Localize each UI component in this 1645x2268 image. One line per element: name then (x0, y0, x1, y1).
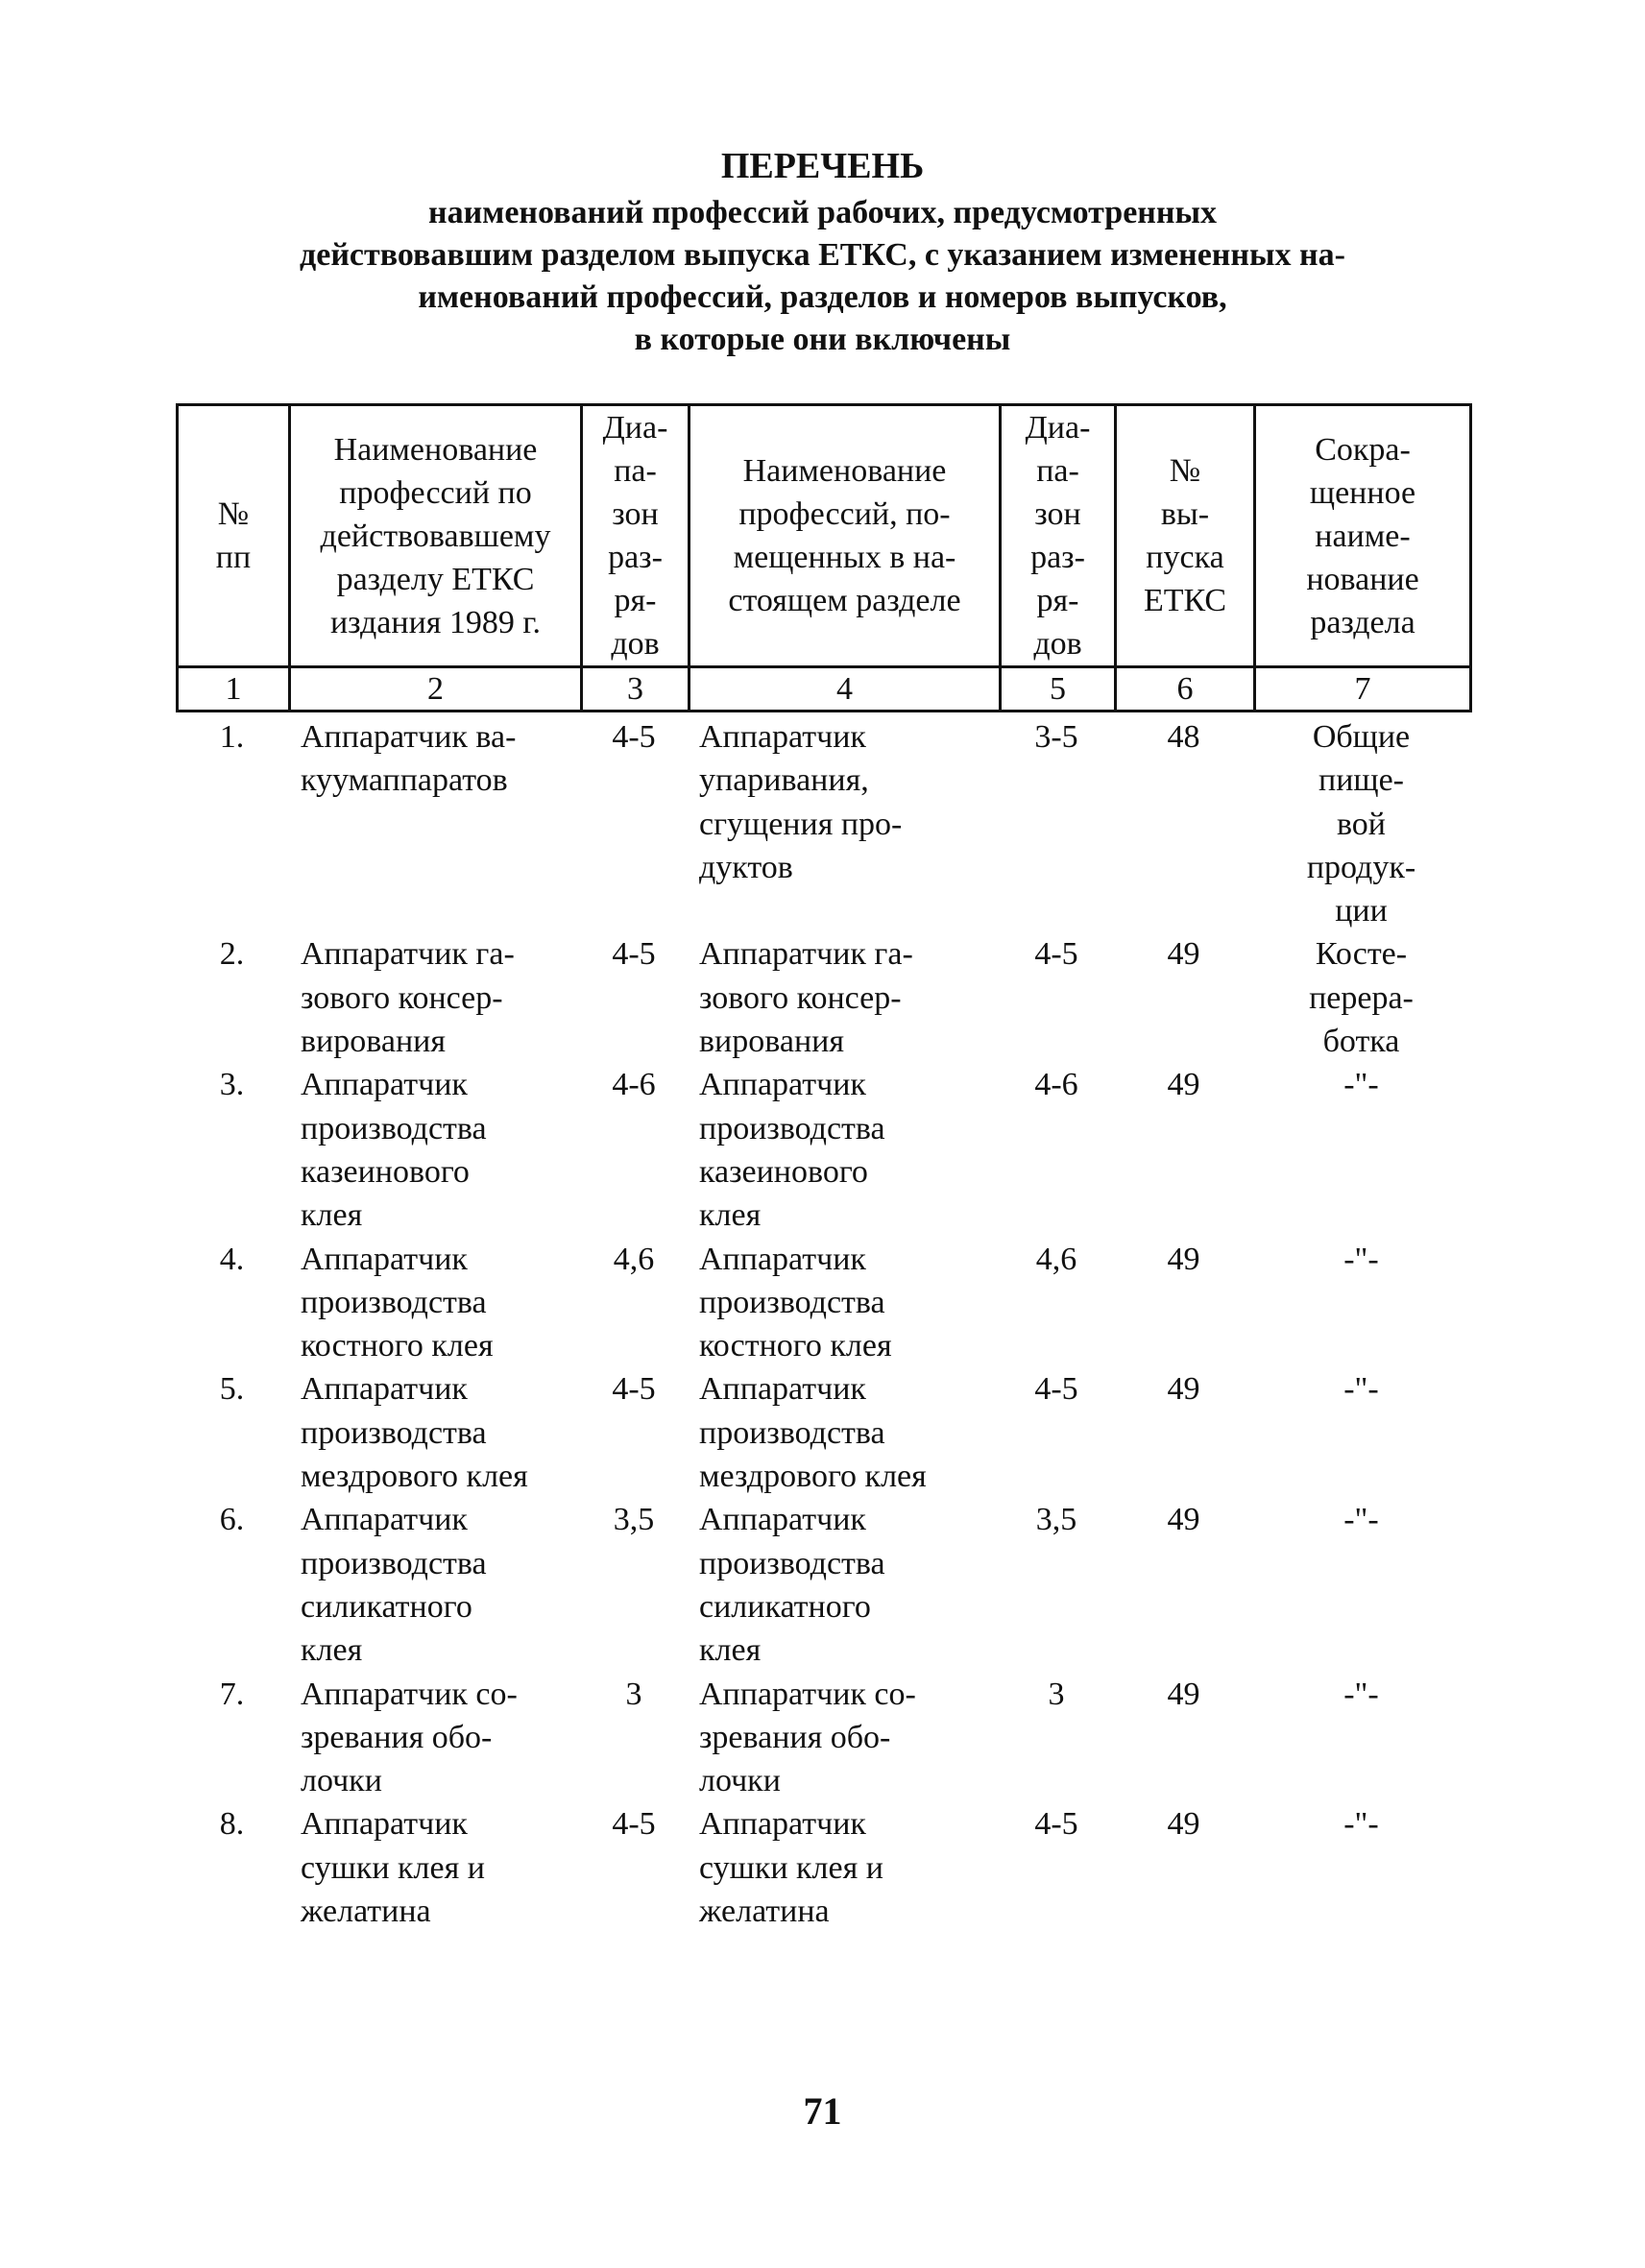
issue-number: 49 (1167, 1676, 1200, 1712)
header-cell-old-range: Диа- па- зон раз- ря- дов (582, 405, 689, 667)
subtitle-line: в которые они включены (634, 322, 1011, 357)
old-grade-range: 4-5 (612, 719, 656, 755)
new-grade-range: 4,6 (1035, 1241, 1077, 1277)
table-row (176, 1673, 1469, 1803)
table-row (176, 932, 1469, 1063)
new-profession-name: Аппаратчик упаривания, сгущения про- дуктов (699, 719, 903, 885)
old-profession-name: Аппаратчик производства силикатного клея (301, 1502, 487, 1669)
column-number: 3 (582, 667, 689, 712)
new-grade-range: 4-5 (1034, 1371, 1078, 1408)
old-profession-name: Аппаратчик производства казеинового клея (301, 1067, 487, 1234)
document-title: ПЕРЕЧЕНЬ (720, 146, 925, 186)
issue-number: 49 (1167, 1371, 1200, 1408)
old-grade-range: 3,5 (613, 1502, 655, 1538)
new-profession-name: Аппаратчик производства казеинового клея (699, 1067, 885, 1234)
old-grade-range: 4-6 (612, 1067, 656, 1103)
section-name: Косте- перера- ботка (1309, 936, 1414, 1060)
new-profession-name: Аппаратчик га- зового консер- вирования (699, 936, 913, 1060)
old-profession-name: Аппаратчик сушки клея и желатина (301, 1806, 485, 1930)
subtitle-line: наименований профессий рабочих, предусмотренных (427, 195, 1218, 230)
column-number: 2 (290, 667, 582, 712)
new-grade-range: 3 (1048, 1676, 1065, 1712)
table-body (176, 715, 1469, 1933)
old-grade-range: 4-5 (612, 1806, 656, 1843)
section-name: -"- (1343, 1502, 1379, 1538)
table-row (176, 715, 1469, 932)
table-row (176, 1367, 1469, 1498)
new-grade-range: 3-5 (1034, 719, 1078, 755)
new-grade-range: 4-5 (1034, 936, 1078, 973)
issue-number: 49 (1167, 1806, 1200, 1843)
old-grade-range: 3 (625, 1676, 642, 1712)
table-row (176, 1498, 1469, 1672)
column-number: 4 (689, 667, 1001, 712)
old-profession-name: Аппаратчик ва- куумаппаратов (301, 719, 517, 799)
column-number: 5 (1001, 667, 1116, 712)
header-cell-section: Сокра- щенное наиме- нование раздела (1255, 405, 1471, 667)
header-cell-new-range: Диа- па- зон раз- ря- дов (1001, 405, 1116, 667)
new-profession-name: Аппаратчик сушки клея и желатина (699, 1806, 883, 1930)
section-name: -"- (1343, 1241, 1379, 1277)
new-profession-name: Аппаратчик производства костного клея (699, 1241, 892, 1364)
column-number: 7 (1255, 667, 1471, 712)
old-profession-name: Аппаратчик производства костного клея (301, 1241, 494, 1364)
old-profession-name: Аппаратчик производства мездрового клея (301, 1371, 528, 1495)
old-grade-range: 4,6 (613, 1241, 655, 1277)
row-number: 2. (219, 936, 245, 973)
table-row (176, 1802, 1469, 1933)
section-name: -"- (1343, 1806, 1379, 1843)
issue-number: 49 (1167, 1067, 1200, 1103)
issue-number: 49 (1167, 936, 1200, 973)
subtitle-line: действовавшим разделом выпуска ЕТКС, с указанием измененных на- (300, 237, 1345, 273)
new-grade-range: 3,5 (1035, 1502, 1077, 1538)
issue-number: 49 (1167, 1241, 1200, 1277)
section-name: -"- (1343, 1371, 1379, 1408)
row-number: 7. (219, 1676, 245, 1712)
row-number: 8. (219, 1806, 245, 1843)
row-number: 4. (219, 1241, 245, 1277)
subtitle-line: именований профессий, разделов и номеров выпусков, (418, 279, 1227, 315)
header-table (176, 403, 1472, 712)
row-number: 5. (219, 1371, 245, 1408)
row-number: 3. (219, 1067, 245, 1103)
old-profession-name: Аппаратчик со- зревания обо- лочки (301, 1676, 518, 1799)
issue-number: 49 (1167, 1502, 1200, 1538)
header-cell-new-name: Наименование профессий, по- мещенных в на- стоящем разделе (689, 405, 1001, 667)
old-grade-range: 4-5 (612, 1371, 656, 1408)
section-name: Общие пище- вой продук- ции (1306, 719, 1416, 929)
issue-number: 48 (1167, 719, 1200, 755)
new-profession-name: Аппаратчик производства мездрового клея (699, 1371, 927, 1495)
new-grade-range: 4-6 (1034, 1067, 1078, 1103)
header-cell-old-name: Наименование профессий по действовавшему разделу ЕТКС издания 1989 г. (290, 405, 582, 667)
page-number: 71 (803, 2089, 842, 2133)
section-name: -"- (1343, 1676, 1379, 1712)
column-number: 1 (178, 667, 290, 712)
header-cell-issue: № вы- пуска ЕТКС (1116, 405, 1255, 667)
new-grade-range: 4-5 (1034, 1806, 1078, 1843)
old-grade-range: 4-5 (612, 936, 656, 973)
row-number: 1. (219, 719, 245, 755)
table-row (176, 1063, 1469, 1237)
column-number: 6 (1116, 667, 1255, 712)
section-name: -"- (1343, 1067, 1379, 1103)
document-subtitle (0, 192, 1645, 361)
row-number: 6. (219, 1502, 245, 1538)
new-profession-name: Аппаратчик со- зревания обо- лочки (699, 1676, 916, 1799)
header-cell-number: № пп (178, 405, 290, 667)
table-row (176, 1238, 1469, 1368)
old-profession-name: Аппаратчик га- зового консер- вирования (301, 936, 515, 1060)
new-profession-name: Аппаратчик производства силикатного клея (699, 1502, 885, 1669)
